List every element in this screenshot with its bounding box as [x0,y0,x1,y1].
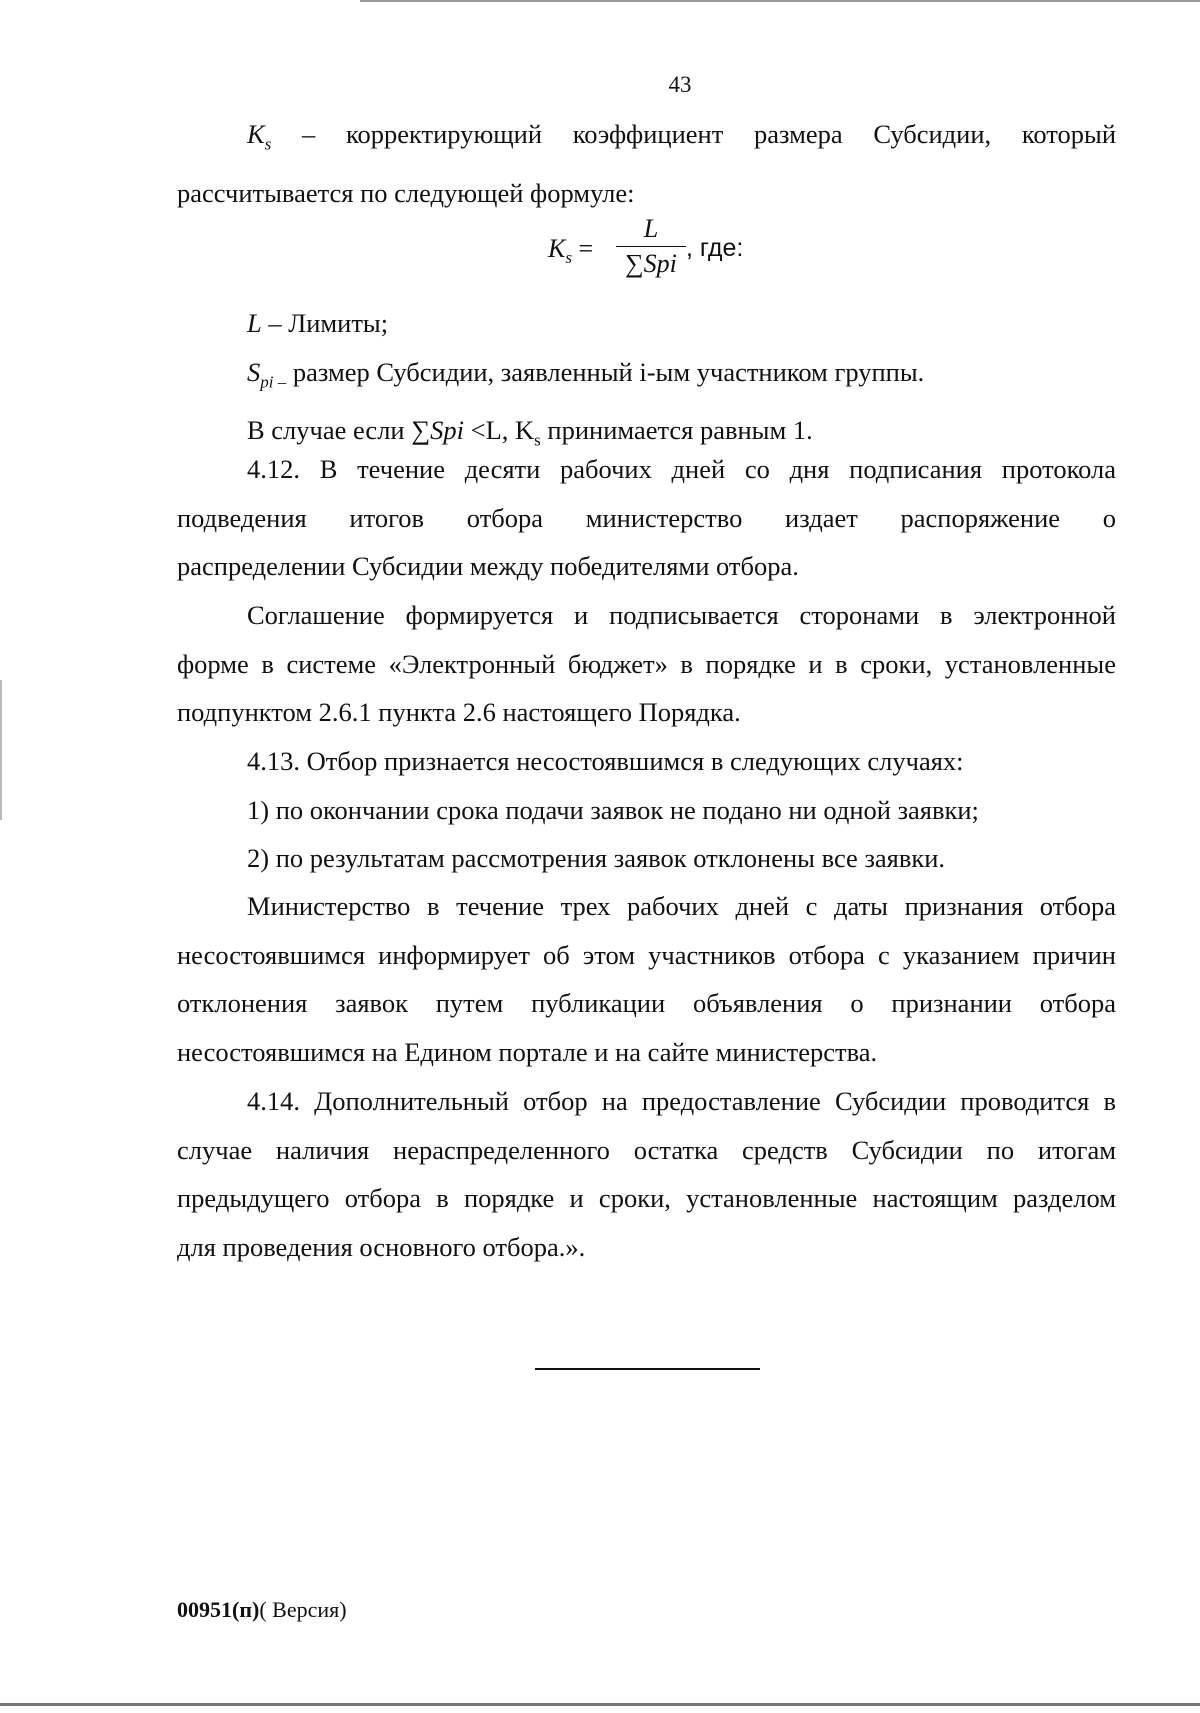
p413-line-1: 4.13. Отбор признается несостоявшимся в следующих случаях: [247,746,964,776]
scan-edge-bottom [0,1703,1200,1706]
p414-line-4: для проведения основного отбора.». [177,1231,586,1262]
footer-document-code: 00951(п)( Версия) [177,1597,347,1622]
formula-numerator: L [643,214,659,243]
scan-edge-left [0,680,2,820]
p414-line-2: случае наличия нераспределенного остатка средств Субсидии по итогам [177,1134,1116,1165]
formula-denominator: ∑Spi [625,249,677,278]
agreement-line-3: подпунктом 2.6.1 пункта 2.6 настоящего Порядка. [177,697,741,727]
formula-tail: , где: [686,234,744,262]
ks-definition-line-2: рассчитывается по следующей формуле: [177,177,635,208]
l-definition: L – Лимиты; [247,308,389,338]
p414-line-1: 4.14. Дополнительный отбор на предоставление Субсидии проводится в [247,1086,1116,1116]
p412-line-2: подведения итогов отбора министерство издает распоряжение о [177,502,1116,533]
ks-definition-line-1 [177,110,1116,169]
s-definition: $S_{pi -}$ размер Субсидии, заявленный i-ым участником группы. [247,356,925,391]
p413-item-2: 2) по результатам рассмотрения заявок отклонены все заявки. [247,843,946,873]
p412-line-1: 4.12. В течение десяти рабочих дней со дня подписания протокола [247,454,1116,484]
scan-edge-top [360,0,1200,2]
fraction-bar [616,246,686,247]
agreement-line-1: Соглашение формируется и подписывается сторонами в электронной [247,600,1116,630]
paragraph-4-14 [177,1077,1116,1271]
page-number: 43 [668,72,692,97]
paragraph-4-13 [177,737,1116,883]
paragraph-ministry [177,882,1116,1076]
sum-condition: В случае если ∑Spi <L, $K_s$ принимается равным 1. [247,415,813,450]
p414-line-3: предыдущего отбора в порядке и сроки, установленные настоящим разделом [177,1183,1116,1213]
p412-line-3: распределении Субсидии между победителями отбора. [177,551,799,581]
ministry-line-1: Министерство в течение трех рабочих дней с даты признания отбора [247,891,1116,921]
paragraph-4-12 [177,445,1116,591]
ks-definition [177,110,1116,217]
ks-definition-text: – корректирующий коэффициент размера Субсидии, который [302,119,1116,149]
formula-fraction [616,214,686,279]
paragraph-agreement [177,591,1116,737]
agreement-line-2: форме в системе «Электронный бюджет» в порядке и в сроки, установленные [177,648,1116,679]
ministry-line-4: несостоявшимся на Едином портале и на сайте министерства. [177,1036,878,1067]
definitions [177,299,1116,465]
formula-lhs: $K_s$ = [548,234,594,268]
ks-symbol-subscript: s [264,134,272,154]
end-rule [535,1368,760,1370]
p413-item-1: 1) по окончании срока подачи заявок не подано ни одной заявки; [247,794,979,825]
ministry-line-2: несостоявшимся информирует об этом участников отбора с указанием причин [177,939,1116,970]
ks-symbol: K [247,119,265,149]
ministry-line-3: отклонения заявок путем публикации объявления о признании отбора [177,988,1116,1018]
